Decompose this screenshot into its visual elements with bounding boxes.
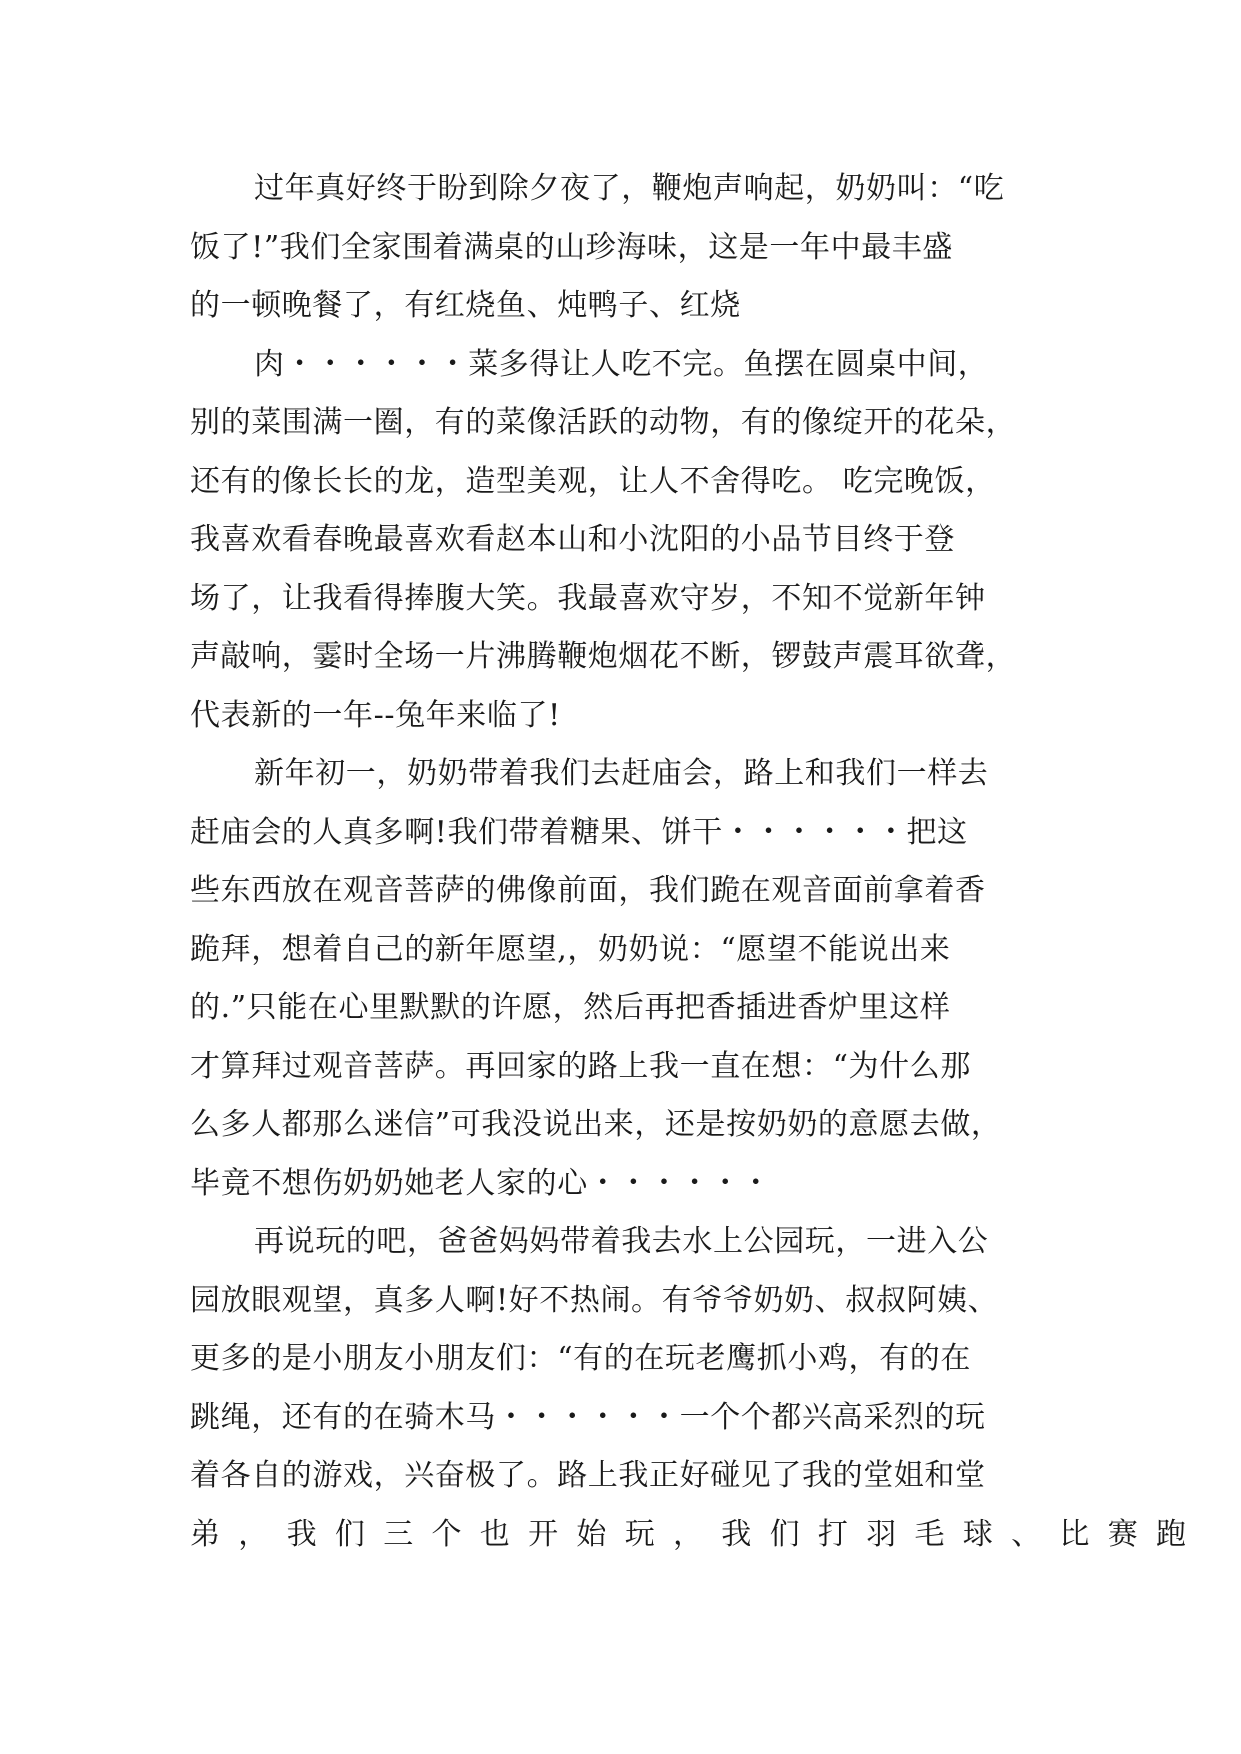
paragraph-line: 代表新的一年--兔年来临了! [190,697,561,733]
paragraph-line: 我喜欢看春晚最喜欢看赵本山和小沈阳的小品节目终于登 [190,522,955,557]
paragraph-line: 还有的像长长的龙，造型美观，让人不舍得吃。 吃完晚饭， [190,463,996,499]
paragraph-line: 声敲响，霎时全场一片沸腾鞭炮烟花不断，锣鼓声震耳欲聋， [190,639,1017,674]
paragraph-line: 场了，让我看得捧腹大笑。我最喜欢守岁，不知不觉新年钟 [190,580,986,616]
paragraph-line: 再说玩的吧，爸爸妈妈带着我去水上公园玩，一进入公 [254,1224,989,1259]
paragraph-line: 过年真好终于盼到除夕夜了，鞭炮声响起，奶奶叫：“吃 [254,171,1005,206]
paragraph-line: 新年初一，奶奶带着我们去赶庙会，路上和我们一样去 [254,756,989,791]
paragraph-line: 跪拜，想着自己的新年愿望,，奶奶说：“愿望不能说出来 [190,931,951,967]
paragraph-line: 才算拜过观音菩萨。再回家的路上我一直在想：“为什么那 [190,1048,971,1084]
paragraph-line: 园放眼观望，真多人啊!好不热闹。有爷爷奶奶、叔叔阿姨、 [190,1282,999,1318]
paragraph-line: 毕竟不想伤奶奶她老人家的心・・・・・・ [190,1165,772,1201]
paragraph-line: 赶庙会的人真多啊!我们带着糖果、饼干・・・・・・把这 [190,814,968,850]
paragraph-line: 么多人都那么迷信”可我没说出来，还是按奶奶的意愿去做， [190,1107,1002,1142]
paragraph-line: 的一顿晚餐了，有红烧鱼、炖鸭子、红烧 [190,288,741,323]
paragraph-line: 些东西放在观音菩萨的佛像前面，我们跪在观音面前拿着香 [190,873,986,908]
paragraph-line: 肉・・・・・・菜多得让人吃不完。鱼摆在圆桌中间， [254,346,989,382]
paragraph-line: 弟，我们三个也开始玩，我们打羽毛球、比赛跑 [190,1516,1205,1552]
document-body [190,160,1205,1564]
paragraph-line: 别的菜围满一圈，有的菜像活跃的动物，有的像绽开的花朵， [190,405,1017,440]
paragraph-line: 着各自的游戏，兴奋极了。路上我正好碰见了我的堂姐和堂 [190,1458,986,1493]
paragraph-line: 跳绳，还有的在骑木马・・・・・・一个个都兴高采烈的玩 [190,1399,986,1435]
paragraph-line: 更多的是小朋友小朋友们：“有的在玩老鹰抓小鸡，有的在 [190,1341,971,1376]
paragraph-line: 的.”只能在心里默默的许愿，然后再把香插进香炉里这样 [190,990,951,1025]
paragraph-line: 饭了!”我们全家围着满桌的山珍海味，这是一年中最丰盛 [190,229,953,265]
